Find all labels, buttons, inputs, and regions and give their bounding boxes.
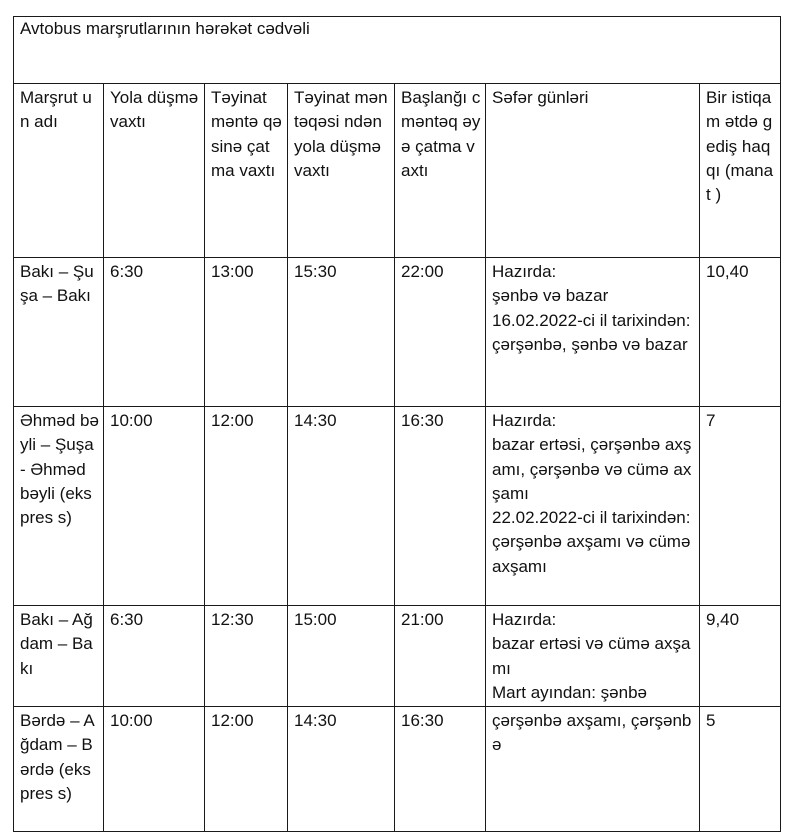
title-row	[14, 17, 781, 84]
arrival-start-cell: 21:00	[395, 606, 486, 707]
table-title: Avtobus marşrutlarının hərəkət cədvəli	[14, 17, 781, 84]
schedule-document	[13, 16, 780, 832]
days-line: bazar ertəsi və cümə axşamı	[492, 634, 691, 678]
departure-cell: 6:30	[104, 606, 205, 707]
fare-cell: 5	[700, 707, 781, 832]
arrival-destination-cell: 13:00	[205, 258, 288, 407]
fare-cell: 10,40	[700, 258, 781, 407]
departure-cell: 10:00	[104, 707, 205, 832]
departure-destination-cell: 14:30	[288, 407, 395, 606]
schedule-table	[13, 16, 781, 832]
days-line: çərşənbə axşamı və cümə axşamı	[492, 532, 691, 576]
departure-destination-cell: 15:30	[288, 258, 395, 407]
route-cell: Bakı – Ağdam – Bakı	[14, 606, 104, 707]
table-row	[14, 707, 781, 832]
days-line: Mart ayından: şənbə	[492, 682, 647, 702]
departure-destination-cell: 14:30	[288, 707, 395, 832]
departure-cell: 6:30	[104, 258, 205, 407]
column-header-departure: Yola düşmə vaxtı	[104, 84, 205, 258]
days-line: Hazırda:	[492, 610, 557, 629]
days-cell	[486, 258, 700, 407]
route-cell: Bakı – Şuşa – Bakı	[14, 258, 104, 407]
header-row	[14, 84, 781, 258]
arrival-start-cell: 16:30	[395, 407, 486, 606]
column-header-departure-destination: Təyinat məntəqəsi ndən yola düşmə vaxtı	[288, 84, 395, 258]
table-row	[14, 407, 781, 606]
departure-cell: 10:00	[104, 407, 205, 606]
column-header-days: Səfər günləri	[486, 84, 700, 258]
column-header-fare: Bir istiqam ətdə gediş haqqı (manat )	[700, 84, 781, 258]
days-cell	[486, 407, 700, 606]
days-line: 22.02.2022-ci il tarixindən:	[492, 508, 691, 528]
days-line: Hazırda:	[492, 411, 557, 430]
arrival-start-cell: 22:00	[395, 258, 486, 407]
table-row	[14, 606, 781, 707]
days-line: çərşənbə, şənbə və bazar	[492, 334, 688, 354]
arrival-start-cell: 16:30	[395, 707, 486, 832]
fare-cell: 9,40	[700, 606, 781, 707]
days-line: Hazırda:	[492, 262, 557, 281]
arrival-destination-cell: 12:00	[205, 707, 288, 832]
days-cell	[486, 606, 700, 707]
fare-cell: 7	[700, 407, 781, 606]
arrival-destination-cell: 12:00	[205, 407, 288, 606]
table-row	[14, 258, 781, 407]
days-cell	[486, 707, 700, 832]
departure-destination-cell: 15:00	[288, 606, 395, 707]
route-cell: Bərdə – Ağdam – Bərdə (ekspres s)	[14, 707, 104, 832]
column-header-arrival-start: Başlanğı c məntəq əyə çatma vaxtı	[395, 84, 486, 258]
days-line: şənbə və bazar	[492, 286, 609, 306]
days-line: 16.02.2022-ci il tarixindən:	[492, 310, 691, 330]
days-line: çərşənbə axşamı, çərşənbə	[492, 711, 692, 755]
column-header-route: Marşrut un adı	[14, 84, 104, 258]
route-cell: Əhməd bəyli – Şuşa- Əhməd bəyli (ekspres s)	[14, 407, 104, 606]
days-line: bazar ertəsi, çərşənbə axşamı, çərşənbə və cümə axşamı	[492, 435, 692, 503]
arrival-destination-cell: 12:30	[205, 606, 288, 707]
column-header-arrival-destination: Təyinat məntə qəsinə çatma vaxtı	[205, 84, 288, 258]
